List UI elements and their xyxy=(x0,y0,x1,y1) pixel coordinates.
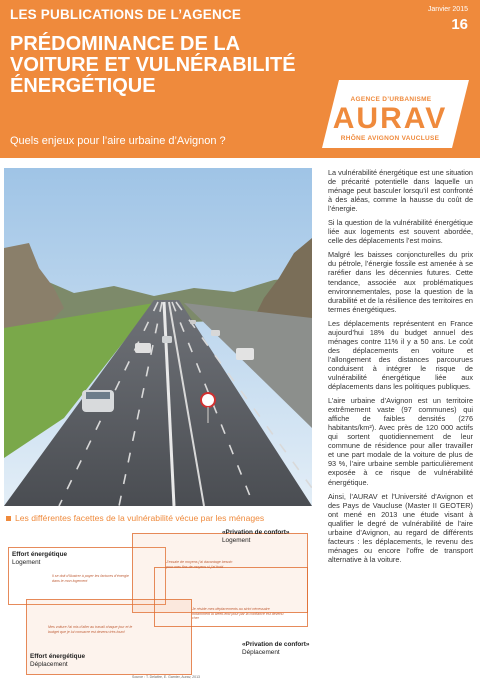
figure-source: Source : T. Delattre, E. Garnier, Aurav, 2013 xyxy=(132,675,200,679)
logo-bottom-text: RHÔNE AVIGNON VAUCLUSE xyxy=(340,135,440,142)
square-bullet-icon xyxy=(6,516,11,521)
label-privation-logement: «Privation de confort» Logement xyxy=(222,529,290,544)
issue-date: Janvier 2015 xyxy=(427,6,468,13)
paragraph: La vulnérabilité énergétique est une situation de précarité potentielle dans laquelle un ménage peut basculer lorsqu’il est confronté à des aléas, comme la hausse du coût de l’énergie. xyxy=(328,168,473,214)
paragraph: Ainsi, l’AURAV et l’Université d’Avignon et des Pays de Vaucluse (Master II GEOTER) ont mené en 2013 une étude visant à qualifier le degré de vulnérabilité de l’aire urbaine d’Avignon, au regard de différents facteurs : les déplacements, le revenu des ménages ou encore l’offre de transport alternative à la voiture. xyxy=(328,491,473,564)
title-line: PRÉDOMINANCE DE LA xyxy=(10,33,241,55)
page-title xyxy=(10,34,350,97)
logo-main-text: AURAV xyxy=(332,102,448,135)
series-label: LES PUBLICATIONS DE L’AGENCE xyxy=(10,7,242,22)
aurav-logo xyxy=(322,80,452,148)
quote-note: Mes voiture l’ai mis d’aller au travail chaque jour et le budget que je lui consacre est devenu très lourd xyxy=(48,625,133,634)
figure-title-text: Les différentes facettes de la vulnérabilité vécue par les ménages xyxy=(15,513,265,523)
quote-note: J’essaie de moyens j’ai davantage besoin pour mes fins de moyens si j’ai froid xyxy=(166,560,233,569)
header-banner xyxy=(0,0,480,158)
paragraph: Les déplacements représentent en France aujourd’hui 18% du budget annuel des ménages contre 11% il y a 50 ans. Le coût des déplacements en voiture et l’allongement des distances parcourues conduisent à intégrer le risque de vulnérabilité énergétique liée aux déplacements dans les politiques publiques. xyxy=(328,318,473,392)
paragraph: Malgré les baisses conjoncturelles du prix du pétrole, l’énergie fossile est amenée à se raréfier dans les décennies futures. Cette tendance, associée aux problématiques environnementales, pose la question de la durabilité et de la résilience des territoires en termes énergétiques. xyxy=(328,250,473,314)
figure-title xyxy=(6,513,264,523)
logo-top-text: AGENCE D’URBANISME xyxy=(350,96,432,103)
paragraph: L’aire urbaine d’Avignon est un territoire extrêmement vaste (97 communes) qui affiche de faibles densités (276 habitants/km²). Avec près de 120 000 actifs qui sortent quotidiennement de leur commune de résidence pour aller travailler et une part modale de la voiture de plus de 93 %, l’aire urbaine semble particulièrement exposée à ce risque de vulnérabilité énergétique. xyxy=(328,396,473,487)
page-subtitle: Quels enjeux pour l’aire urbaine d’Avignon ? xyxy=(10,135,226,147)
title-line: VOITURE ET VULNÉRABILITÉ xyxy=(10,54,296,76)
label-effort-logement: Effort énergétique Logement xyxy=(12,551,68,566)
paragraph: Si la question de la vulnérabilité énergétique liée aux logements est souvent abordée, celle des déplacements l’est moins. xyxy=(328,218,473,246)
body-text xyxy=(328,168,473,569)
quote-note: Je réside mes déplacements au strict nécessaire notamment la week-end pour par la confiance est devenu cher xyxy=(192,607,284,620)
vulnerability-diagram xyxy=(4,525,314,681)
title-line: ÉNERGÉTIQUE xyxy=(10,75,156,97)
quote-note: Il se doit d’illustrer à payer les factures d’énergie dans le mon logement xyxy=(52,574,129,583)
issue-number: 16 xyxy=(451,16,468,33)
label-effort-deplacement: Effort énergétique Déplacement xyxy=(30,653,86,668)
highway-photo xyxy=(4,168,312,506)
label-privation-deplacement: «Privation de confort» Déplacement xyxy=(242,641,310,656)
